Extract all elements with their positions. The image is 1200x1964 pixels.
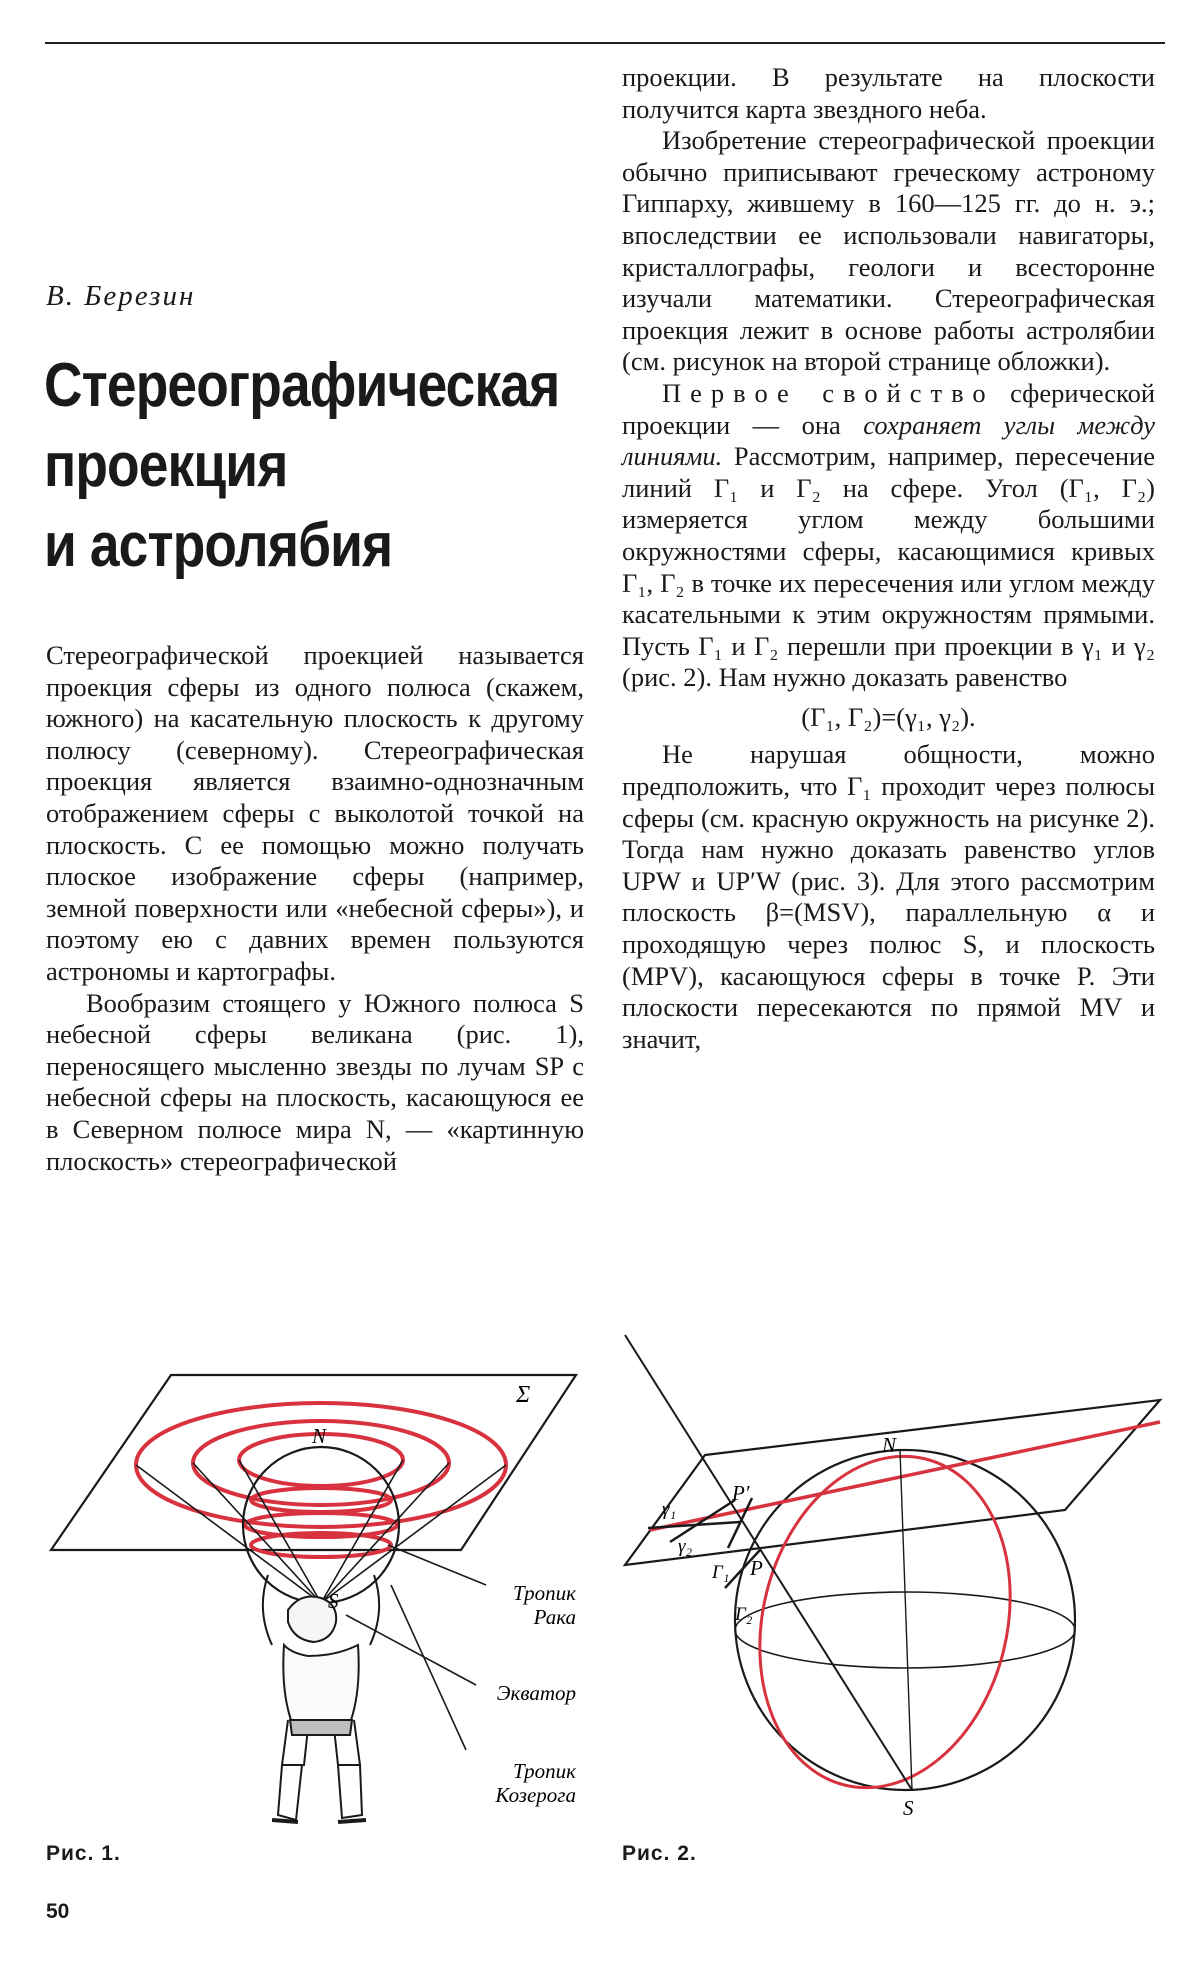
sphere-axis xyxy=(900,1450,912,1790)
label-gamma-1: γ₁ xyxy=(662,1499,677,1520)
page-number: 50 xyxy=(46,1900,70,1923)
label-gamma-2: γ₂ xyxy=(678,1536,693,1557)
tangent-plane xyxy=(625,1400,1160,1565)
paragraph xyxy=(622,378,1155,694)
text-run: Рассмотрим, например, пересечение линий Γ₁ и Γ₂ на сфере. Угол (Γ₁, Γ₂) измеряется углом между большими окружностями сферы, касающимися кривых Γ₁, Γ₂ в точке их пересечения или углом между касательными к этим окружностям прямыми. Пусть Γ₁ и Γ₂ перешли при проекции в γ₁ и γ₂ (рис. 2). Нам нужно доказать равенство xyxy=(622,441,1155,693)
label-p-prime: P′ xyxy=(732,1481,750,1505)
label-tropic-cancer-line-1: Тропик xyxy=(513,1581,576,1605)
author: В. Березин xyxy=(46,280,196,312)
label-tropic-capricorn-line-2: Козерога xyxy=(495,1783,576,1807)
label-south-pole: S xyxy=(328,1589,339,1613)
leader-lines xyxy=(346,1545,486,1750)
italic-text: сохраняет углы между линиями. xyxy=(622,409,1155,472)
label-big-gamma-2: Γ₂ xyxy=(735,1604,753,1625)
paragraph: проекции. В результате на плоскости получится карта звездного неба. xyxy=(622,62,1155,124)
label-north-pole: N xyxy=(312,1424,327,1448)
label-tropic-capricorn xyxy=(513,1759,576,1783)
title-line-2: проекция xyxy=(44,431,288,500)
formula: (Γ₁, Γ₂)=(γ₁, γ₂). xyxy=(801,701,976,732)
paragraph: Изобретение стереографической проекции обычно приписывают греческому астроному Гиппарху, жившему в 160—125 гг. до н. э.; впоследствии ее использовали навигаторы, кристаллографы, геологи и всесторонне изучали математики. Стереографическая проекция лежит в основе работы астролябии (см. рисунок на второй странице обложки). xyxy=(622,125,1155,377)
label-tropic-cancer-2 xyxy=(533,1605,576,1629)
paragraph: Стереографической проекцией называется проекция сферы из одного полюса (скажем, южного) на касательную плоскость к другому полюсу (северному). Стереографическая проекция является взаимно-однозначным отображением сферы с выколотой точкой на плоскость. С ее помощью можно получать плоское изображение сферы (например, земной поверхности или «небесной сферы»), и поэтому ею с давних времен пользуются астрономы и картографы. xyxy=(46,640,584,986)
label-big-gamma-1: Γ₁ xyxy=(712,1562,730,1583)
top-rule xyxy=(45,42,1165,44)
figure-2-caption: Рис. 2. xyxy=(622,1842,697,1865)
label-tropic-cancer xyxy=(513,1581,576,1605)
spaced-text: Первое свойство xyxy=(662,377,995,408)
figure-1 xyxy=(46,1360,606,1835)
figure-1-caption: Рис. 1. xyxy=(46,1842,121,1865)
title-line-1: Стереографическая xyxy=(44,351,560,420)
article-title xyxy=(44,346,560,586)
label-equator: Экватор xyxy=(496,1681,576,1705)
label-tropic-cancer-line-2: Рака xyxy=(533,1605,576,1629)
figure-2 xyxy=(620,1330,1165,1835)
label-tropic-capricorn-2 xyxy=(494,1783,576,1807)
text-run: сферической проекции — она xyxy=(622,377,1155,440)
projected-red-line xyxy=(650,1422,1160,1530)
giant-figure xyxy=(263,1575,379,1822)
red-meridian xyxy=(726,1429,1044,1814)
label-tropic-capricorn-line-1: Тропик xyxy=(513,1759,576,1783)
label-sigma: Σ xyxy=(516,1382,531,1408)
label-south-pole: S xyxy=(903,1796,914,1820)
label-north-pole: N xyxy=(882,1433,897,1457)
label-p: P xyxy=(750,1556,763,1580)
paragraph: Не нарушая общности, можно предположить, что Γ₁ проходит через полюсы сферы (см. красную окружность на рисунке 2). Тогда нам нужно доказать равенство углов UPW и UP′W (рис. 3). Для этого рассмотрим плоскость β=(MSV), параллельную α и проходящую через полюс S, и плоскость (MPV), касающуюся сферы в точке P. Эти плоскости пересекаются по прямой MV и значит, xyxy=(622,739,1155,1054)
title-line-3: и астролябия xyxy=(44,511,393,580)
paragraph: Вообразим стоящего у Южного полюса S небесной сферы великана (рис. 1), переносящего мысленно звезды по лучам SP с небесной сферы на плоскость, касающуюся ее в Северном полюсе мира N, — «картинную плоскость» стереографической xyxy=(46,987,584,1176)
right-column xyxy=(622,62,1155,1055)
left-column xyxy=(46,640,584,1177)
